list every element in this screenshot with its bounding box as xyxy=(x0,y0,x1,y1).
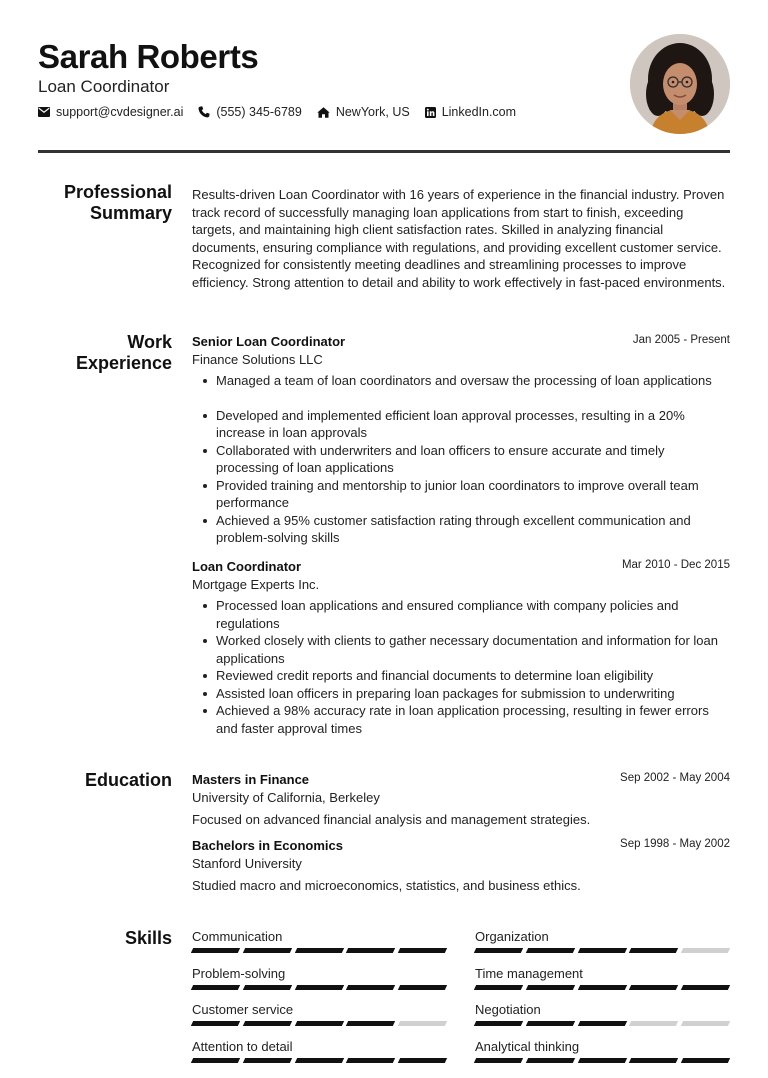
skill-segment-filled xyxy=(577,1021,626,1026)
resume-header xyxy=(38,38,730,151)
degree-title: Bachelors in Economics xyxy=(192,838,343,853)
skill-segment-filled xyxy=(681,1058,730,1063)
skill-segment-filled xyxy=(346,1058,395,1063)
contact-location xyxy=(317,104,410,120)
job-bullet: Achieved a 95% customer satisfaction rating through excellent communication and problem-solving skills xyxy=(216,512,730,547)
skill-segment-filled xyxy=(191,985,240,990)
skill-segment-filled xyxy=(681,985,730,990)
skill-segment-filled xyxy=(577,985,626,990)
job-entry xyxy=(192,558,730,737)
job-company: Mortgage Experts Inc. xyxy=(192,577,320,592)
skill-name: Time management xyxy=(475,965,583,981)
skill-segment-filled xyxy=(243,1058,292,1063)
profile-photo xyxy=(630,34,730,134)
skill-segment-filled xyxy=(191,1058,240,1063)
contact-linkedin[interactable] xyxy=(425,104,516,120)
skill-segment-filled xyxy=(191,948,240,953)
job-bullet: Collaborated with underwriters and loan officers to ensure accurate and timely processing of loan applications xyxy=(216,442,730,477)
education-entry xyxy=(192,771,730,828)
skill-segment-filled xyxy=(629,948,678,953)
skill-item xyxy=(475,1001,729,1037)
skill-segment-filled xyxy=(294,985,343,990)
job-title: Loan Coordinator xyxy=(192,559,302,574)
linkedin-text: LinkedIn.com xyxy=(441,105,517,119)
linkedin-icon xyxy=(425,107,436,118)
summary-heading xyxy=(38,182,172,224)
summary-text: Results-driven Loan Coordinator with 16 years of experience in the financial industry. Proven track record of successfully managing loan applications from start to finish, exceeding targets, and maintaining high client satisfaction rates. Skilled in analyzing financial documents, ensuring compliance with regulations, and providing excellent customer service. Recognized for consistently meeting deadlines and streamlining processes to improve efficiency. Strong attention to detail and ability to work effectively in fast-paced environments. xyxy=(192,187,726,290)
skill-level-bar xyxy=(192,1058,446,1063)
skill-segment-filled xyxy=(346,948,395,953)
skill-item xyxy=(192,928,446,964)
header-divider xyxy=(38,150,730,153)
skill-name: Organization xyxy=(475,929,549,944)
skill-level-bar xyxy=(192,985,446,990)
skill-segment-filled xyxy=(398,1058,447,1063)
skill-segment-filled xyxy=(398,948,447,953)
skill-segment-empty xyxy=(681,948,730,953)
location-text: NewYork, US xyxy=(335,105,410,119)
experience-heading-line-2: Experience xyxy=(75,353,172,373)
phone-text: (555) 345-6789 xyxy=(216,105,302,119)
skill-segment-filled xyxy=(526,1058,575,1063)
skill-segment-filled xyxy=(526,985,575,990)
education-entry xyxy=(192,837,730,894)
skill-segment-filled xyxy=(243,1021,292,1026)
skill-segment-empty xyxy=(398,1021,447,1026)
home-icon xyxy=(317,107,330,118)
skill-segment-filled xyxy=(243,985,292,990)
skill-name: Negotiation xyxy=(475,1002,541,1017)
job-bullet: Reviewed credit reports and financial documents to determine loan eligibility xyxy=(216,667,730,685)
skill-level-bar xyxy=(475,985,729,990)
skill-segment-filled xyxy=(577,948,626,953)
school-name: Stanford University xyxy=(192,856,302,871)
job-bullet: Provided training and mentorship to junior loan coordinators to improve overall team performance xyxy=(216,477,730,512)
phone-icon xyxy=(198,106,210,118)
skill-segment-filled xyxy=(526,948,575,953)
job-bullet: Assisted loan officers in preparing loan packages for submission to underwriting xyxy=(216,685,730,703)
candidate-name: Sarah Roberts xyxy=(38,38,259,75)
skill-level-bar xyxy=(475,1021,729,1026)
job-dates: Jan 2005 - Present xyxy=(632,334,730,346)
skill-name: Communication xyxy=(192,929,283,944)
skill-segment-filled xyxy=(474,948,523,953)
skill-segment-filled xyxy=(577,1058,626,1063)
skill-segment-filled xyxy=(629,1058,678,1063)
skill-name: Attention to detail xyxy=(192,1038,293,1054)
job-company: Finance Solutions LLC xyxy=(192,352,323,367)
job-bullet: Managed a team of loan coordinators and oversaw the processing of loan applications xyxy=(216,372,730,390)
skill-item xyxy=(192,1001,446,1037)
job-bullet: Achieved a 98% accuracy rate in loan application processing, resulting in fewer errors and faster approval times xyxy=(216,702,730,737)
job-title: Senior Loan Coordinator xyxy=(192,334,346,349)
skill-name: Customer service xyxy=(192,1002,294,1017)
job-entry xyxy=(192,333,730,547)
job-bullet: Worked closely with clients to gather necessary documentation and information for loan applications xyxy=(216,632,730,667)
skill-segment-filled xyxy=(474,1021,523,1026)
experience-heading xyxy=(38,332,172,374)
skill-segment-filled xyxy=(294,1021,343,1026)
education-heading: Education xyxy=(84,770,172,790)
skill-segment-empty xyxy=(629,1021,678,1026)
skills-heading: Skills xyxy=(124,928,172,948)
summary-heading-line-2: Summary xyxy=(89,203,172,223)
job-bullet: Processed loan applications and ensured compliance with company policies and regulations xyxy=(216,597,730,632)
job-bullets xyxy=(192,372,730,547)
education-description: Studied macro and microeconomics, statistics, and business ethics. xyxy=(192,878,581,893)
candidate-role: Loan Coordinator xyxy=(38,77,170,96)
contact-phone[interactable] xyxy=(198,104,301,120)
skill-segment-filled xyxy=(243,948,292,953)
skill-segment-filled xyxy=(474,1058,523,1063)
contact-row xyxy=(38,104,531,120)
degree-title: Masters in Finance xyxy=(192,772,310,787)
education-dates: Sep 1998 - May 2002 xyxy=(620,838,730,850)
skill-level-bar xyxy=(192,1021,446,1026)
education-dates: Sep 2002 - May 2004 xyxy=(620,772,730,784)
job-bullets xyxy=(192,597,730,737)
school-name: University of California, Berkeley xyxy=(192,790,380,805)
skill-segment-filled xyxy=(526,1021,575,1026)
skill-item xyxy=(475,1038,729,1074)
skill-segment-filled xyxy=(294,948,343,953)
skill-item xyxy=(475,928,729,964)
skill-item xyxy=(192,1038,446,1074)
skill-level-bar xyxy=(475,948,729,953)
summary-heading-line-1: Professional xyxy=(63,182,172,202)
skill-segment-filled xyxy=(346,985,395,990)
contact-email[interactable] xyxy=(38,104,183,120)
email-text: support@cvdesigner.ai xyxy=(56,105,184,119)
job-bullet: Developed and implemented efficient loan approval processes, resulting in a 20% increase in loan approvals xyxy=(216,407,730,442)
skill-segment-filled xyxy=(629,985,678,990)
skill-level-bar xyxy=(475,1058,729,1063)
skill-item xyxy=(192,965,446,1001)
skill-name: Problem-solving xyxy=(192,965,286,981)
skill-segment-filled xyxy=(398,985,447,990)
education-description: Focused on advanced financial analysis and management strategies. xyxy=(192,812,591,827)
skill-segment-filled xyxy=(191,1021,240,1026)
envelope-icon xyxy=(38,107,50,117)
skill-segment-filled xyxy=(474,985,523,990)
job-dates: Mar 2010 - Dec 2015 xyxy=(621,559,730,571)
skill-segment-empty xyxy=(681,1021,730,1026)
skill-item xyxy=(475,965,729,1001)
skill-level-bar xyxy=(192,948,446,953)
skill-segment-filled xyxy=(294,1058,343,1063)
skill-segment-filled xyxy=(346,1021,395,1026)
skill-name: Analytical thinking xyxy=(475,1038,580,1054)
experience-heading-line-1: Work xyxy=(127,332,172,352)
